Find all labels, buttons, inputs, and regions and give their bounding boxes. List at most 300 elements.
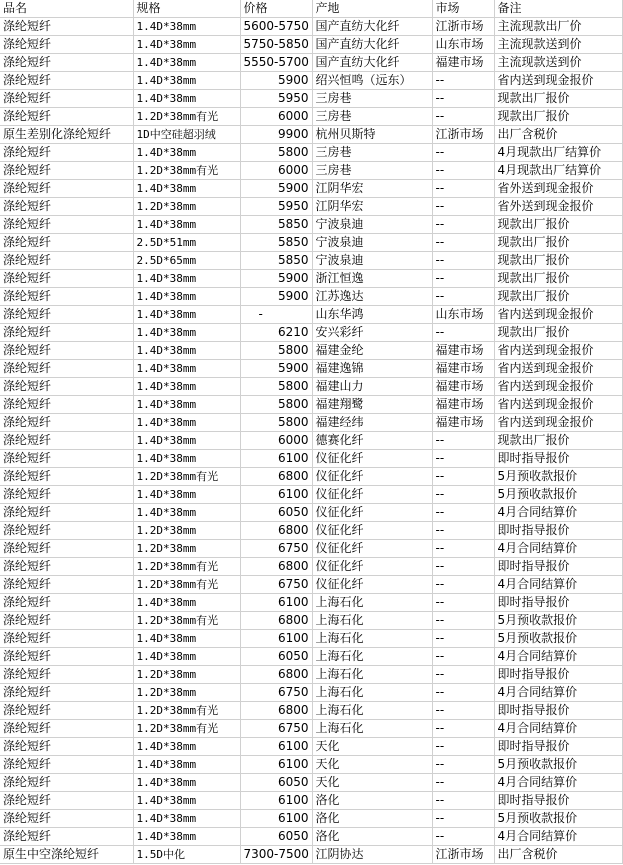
- spec-cell: 1.2D*38mm: [133, 666, 240, 684]
- price-cell: 6750: [240, 540, 312, 558]
- spec-cell: 2.5D*51mm: [133, 234, 240, 252]
- remark-cell: 主流现款送到价: [494, 36, 622, 54]
- remark-cell: 即时指导报价: [494, 522, 622, 540]
- price-cell: 5550-5700: [240, 54, 312, 72]
- price-cell: 5800: [240, 342, 312, 360]
- product-name-cell: 涤纶短纤: [0, 702, 133, 720]
- spec-cell: 1.4D*38mm: [133, 270, 240, 288]
- remark-cell: 即时指导报价: [494, 450, 622, 468]
- remark-cell: 出厂含税价: [494, 846, 622, 864]
- table-row: [0, 342, 622, 360]
- spec-cell: 1.2D*38mm有光: [133, 612, 240, 630]
- product-name-cell: 涤纶短纤: [0, 594, 133, 612]
- table-row: [0, 540, 622, 558]
- spec-cell: 1.4D*38mm: [133, 342, 240, 360]
- remark-cell: 即时指导报价: [494, 558, 622, 576]
- table-row: [0, 126, 622, 144]
- remark-cell: 5月预收款报价: [494, 630, 622, 648]
- remark-cell: 省内送到现金报价: [494, 306, 622, 324]
- remark-cell: 即时指导报价: [494, 702, 622, 720]
- market-cell: --: [432, 180, 494, 198]
- market-cell: --: [432, 810, 494, 828]
- product-name-cell: 涤纶短纤: [0, 162, 133, 180]
- remark-cell: 现款出厂报价: [494, 234, 622, 252]
- table-row: [0, 396, 622, 414]
- price-cell: 6100: [240, 810, 312, 828]
- remark-cell: 4月合同结算价: [494, 504, 622, 522]
- spec-cell: 1.4D*38mm: [133, 792, 240, 810]
- spec-cell: 1.4D*38mm: [133, 504, 240, 522]
- price-cell: 6750: [240, 576, 312, 594]
- market-cell: --: [432, 738, 494, 756]
- product-name-cell: 涤纶短纤: [0, 756, 133, 774]
- market-cell: 福建市场: [432, 54, 494, 72]
- product-name-cell: 涤纶短纤: [0, 666, 133, 684]
- origin-cell: 宁波泉迪: [312, 252, 432, 270]
- product-name-cell: 涤纶短纤: [0, 54, 133, 72]
- market-cell: --: [432, 594, 494, 612]
- spec-cell: 1.4D*38mm: [133, 54, 240, 72]
- price-cell: 6800: [240, 558, 312, 576]
- price-cell: 5900: [240, 72, 312, 90]
- origin-cell: 三房巷: [312, 144, 432, 162]
- table-row: [0, 648, 622, 666]
- market-cell: --: [432, 468, 494, 486]
- spec-cell: 1.2D*38mm有光: [133, 558, 240, 576]
- price-cell: 6750: [240, 720, 312, 738]
- table-row: [0, 468, 622, 486]
- product-name-cell: 涤纶短纤: [0, 738, 133, 756]
- remark-cell: 5月预收款报价: [494, 756, 622, 774]
- spec-cell: 1.4D*38mm: [133, 360, 240, 378]
- remark-cell: 出厂含税价: [494, 126, 622, 144]
- table-row: [0, 252, 622, 270]
- remark-cell: 省内送到现金报价: [494, 396, 622, 414]
- price-cell: 5900: [240, 288, 312, 306]
- product-name-cell: 涤纶短纤: [0, 630, 133, 648]
- table-row: [0, 810, 622, 828]
- remark-cell: 现款出厂报价: [494, 288, 622, 306]
- product-name-cell: 涤纶短纤: [0, 450, 133, 468]
- table-row: [0, 18, 622, 36]
- product-name-cell: 涤纶短纤: [0, 558, 133, 576]
- table-row: [0, 666, 622, 684]
- price-cell: 5750-5850: [240, 36, 312, 54]
- remark-cell: 4月现款出厂结算价: [494, 144, 622, 162]
- market-cell: --: [432, 684, 494, 702]
- price-cell: 5800: [240, 414, 312, 432]
- remark-cell: 即时指导报价: [494, 792, 622, 810]
- table-row: [0, 270, 622, 288]
- origin-cell: 洛化: [312, 810, 432, 828]
- spec-cell: 1.2D*38mm有光: [133, 576, 240, 594]
- spec-cell: 1.4D*38mm: [133, 36, 240, 54]
- remark-cell: 省内送到现金报价: [494, 360, 622, 378]
- table-row: [0, 504, 622, 522]
- origin-cell: 仪征化纤: [312, 504, 432, 522]
- price-cell: 5600-5750: [240, 18, 312, 36]
- price-cell: 5850: [240, 234, 312, 252]
- product-name-cell: 涤纶短纤: [0, 684, 133, 702]
- origin-cell: 上海石化: [312, 630, 432, 648]
- origin-cell: 仪征化纤: [312, 522, 432, 540]
- origin-cell: 三房巷: [312, 108, 432, 126]
- table-row: [0, 738, 622, 756]
- market-cell: --: [432, 612, 494, 630]
- market-cell: --: [432, 252, 494, 270]
- remark-cell: 4月合同结算价: [494, 720, 622, 738]
- price-cell: 6100: [240, 738, 312, 756]
- price-cell: 5800: [240, 396, 312, 414]
- remark-cell: 现款出厂报价: [494, 216, 622, 234]
- header-remark: 备注: [494, 0, 622, 18]
- market-cell: 山东市场: [432, 306, 494, 324]
- table-row: [0, 108, 622, 126]
- product-name-cell: 涤纶短纤: [0, 792, 133, 810]
- market-cell: --: [432, 144, 494, 162]
- product-name-cell: 涤纶短纤: [0, 18, 133, 36]
- product-name-cell: 涤纶短纤: [0, 540, 133, 558]
- market-cell: --: [432, 270, 494, 288]
- origin-cell: 福建翔鹭: [312, 396, 432, 414]
- product-name-cell: 涤纶短纤: [0, 342, 133, 360]
- product-name-cell: 涤纶短纤: [0, 810, 133, 828]
- market-cell: --: [432, 504, 494, 522]
- price-cell: 5900: [240, 270, 312, 288]
- origin-cell: 上海石化: [312, 666, 432, 684]
- product-name-cell: 原生差别化涤纶短纤: [0, 126, 133, 144]
- product-name-cell: 涤纶短纤: [0, 234, 133, 252]
- spec-cell: 1.4D*38mm: [133, 378, 240, 396]
- market-cell: --: [432, 648, 494, 666]
- remark-cell: 4月合同结算价: [494, 774, 622, 792]
- table-row: [0, 774, 622, 792]
- origin-cell: 上海石化: [312, 702, 432, 720]
- product-name-cell: 涤纶短纤: [0, 828, 133, 846]
- table-row: [0, 576, 622, 594]
- remark-cell: 4月合同结算价: [494, 828, 622, 846]
- price-cell: 9900: [240, 126, 312, 144]
- spec-cell: 1.2D*38mm有光: [133, 108, 240, 126]
- table-row: [0, 162, 622, 180]
- table-row: [0, 792, 622, 810]
- remark-cell: 4月现款出厂结算价: [494, 162, 622, 180]
- remark-cell: 即时指导报价: [494, 594, 622, 612]
- market-cell: --: [432, 450, 494, 468]
- table-row: [0, 720, 622, 738]
- market-cell: --: [432, 234, 494, 252]
- price-cell: 5850: [240, 216, 312, 234]
- remark-cell: 省外送到现金报价: [494, 198, 622, 216]
- origin-cell: 杭州贝斯特: [312, 126, 432, 144]
- market-cell: 福建市场: [432, 396, 494, 414]
- price-cell: 6800: [240, 666, 312, 684]
- product-name-cell: 涤纶短纤: [0, 522, 133, 540]
- market-cell: 福建市场: [432, 342, 494, 360]
- spec-cell: 1.4D*38mm: [133, 486, 240, 504]
- product-name-cell: 涤纶短纤: [0, 576, 133, 594]
- header-spec: 规格: [133, 0, 240, 18]
- origin-cell: 天化: [312, 774, 432, 792]
- price-cell: 5800: [240, 378, 312, 396]
- spec-cell: 1.4D*38mm: [133, 414, 240, 432]
- remark-cell: 5月预收款报价: [494, 486, 622, 504]
- table-row: [0, 522, 622, 540]
- table-row: [0, 630, 622, 648]
- spec-cell: 1.4D*38mm: [133, 180, 240, 198]
- origin-cell: 上海石化: [312, 684, 432, 702]
- price-cell: 6050: [240, 504, 312, 522]
- spec-cell: 1.4D*38mm: [133, 396, 240, 414]
- spec-cell: 1.4D*38mm: [133, 756, 240, 774]
- spec-cell: 1.4D*38mm: [133, 810, 240, 828]
- market-cell: 江浙市场: [432, 126, 494, 144]
- remark-cell: 省外送到现金报价: [494, 180, 622, 198]
- remark-cell: 4月合同结算价: [494, 576, 622, 594]
- price-cell: 5800: [240, 144, 312, 162]
- spec-cell: 1.4D*38mm: [133, 630, 240, 648]
- market-cell: --: [432, 774, 494, 792]
- price-cell: 6000: [240, 432, 312, 450]
- origin-cell: 福建金纶: [312, 342, 432, 360]
- spec-cell: 1.4D*38mm: [133, 738, 240, 756]
- origin-cell: 江阴华宏: [312, 180, 432, 198]
- table-row: [0, 846, 622, 864]
- price-cell: 6100: [240, 630, 312, 648]
- price-cell: 6000: [240, 162, 312, 180]
- product-name-cell: 涤纶短纤: [0, 36, 133, 54]
- remark-cell: 即时指导报价: [494, 666, 622, 684]
- remark-cell: 现款出厂报价: [494, 90, 622, 108]
- table-row: [0, 234, 622, 252]
- product-name-cell: 涤纶短纤: [0, 468, 133, 486]
- price-cell: 6750: [240, 684, 312, 702]
- table-row: [0, 702, 622, 720]
- table-row: [0, 324, 622, 342]
- spec-cell: 1.4D*38mm: [133, 324, 240, 342]
- origin-cell: 上海石化: [312, 648, 432, 666]
- market-cell: 江浙市场: [432, 18, 494, 36]
- price-cell: -: [240, 306, 312, 324]
- price-cell: 6050: [240, 774, 312, 792]
- price-cell: 6800: [240, 522, 312, 540]
- market-cell: --: [432, 666, 494, 684]
- price-cell: 6100: [240, 486, 312, 504]
- product-name-cell: 原生中空涤纶短纤: [0, 846, 133, 864]
- table-row: [0, 198, 622, 216]
- market-cell: --: [432, 720, 494, 738]
- remark-cell: 现款出厂报价: [494, 324, 622, 342]
- market-cell: --: [432, 216, 494, 234]
- table-row: [0, 684, 622, 702]
- product-name-cell: 涤纶短纤: [0, 648, 133, 666]
- origin-cell: 洛化: [312, 792, 432, 810]
- table-row: [0, 432, 622, 450]
- table-row: [0, 612, 622, 630]
- origin-cell: 浙江恒逸: [312, 270, 432, 288]
- price-cell: 6800: [240, 702, 312, 720]
- spec-cell: 1.2D*38mm有光: [133, 702, 240, 720]
- product-name-cell: 涤纶短纤: [0, 90, 133, 108]
- spec-cell: 1.4D*38mm: [133, 144, 240, 162]
- price-cell: 6800: [240, 468, 312, 486]
- table-row: [0, 450, 622, 468]
- table-row: [0, 36, 622, 54]
- spec-cell: 1.2D*38mm: [133, 522, 240, 540]
- market-cell: --: [432, 702, 494, 720]
- market-cell: 福建市场: [432, 360, 494, 378]
- market-cell: --: [432, 162, 494, 180]
- market-cell: --: [432, 792, 494, 810]
- table-row: [0, 72, 622, 90]
- origin-cell: 江苏逸达: [312, 288, 432, 306]
- origin-cell: 仪征化纤: [312, 486, 432, 504]
- spec-cell: 1.4D*38mm: [133, 306, 240, 324]
- product-name-cell: 涤纶短纤: [0, 378, 133, 396]
- table-row: [0, 288, 622, 306]
- product-name-cell: 涤纶短纤: [0, 306, 133, 324]
- table-row: [0, 828, 622, 846]
- remark-cell: 省内送到现金报价: [494, 342, 622, 360]
- table-row: [0, 180, 622, 198]
- market-cell: --: [432, 324, 494, 342]
- price-cell: 5850: [240, 252, 312, 270]
- spec-cell: 1.4D*38mm: [133, 648, 240, 666]
- remark-cell: 现款出厂报价: [494, 252, 622, 270]
- price-cell: 5900: [240, 360, 312, 378]
- market-cell: --: [432, 558, 494, 576]
- origin-cell: 仪征化纤: [312, 450, 432, 468]
- remark-cell: 省内送到现金报价: [494, 72, 622, 90]
- spec-cell: 1.4D*38mm: [133, 72, 240, 90]
- market-cell: 福建市场: [432, 414, 494, 432]
- price-cell: 6100: [240, 756, 312, 774]
- product-name-cell: 涤纶短纤: [0, 432, 133, 450]
- market-cell: --: [432, 108, 494, 126]
- origin-cell: 仪征化纤: [312, 576, 432, 594]
- product-name-cell: 涤纶短纤: [0, 324, 133, 342]
- header-origin: 产地: [312, 0, 432, 18]
- origin-cell: 三房巷: [312, 90, 432, 108]
- market-cell: --: [432, 72, 494, 90]
- spec-cell: 1.2D*38mm: [133, 540, 240, 558]
- spec-cell: 1.4D*38mm: [133, 18, 240, 36]
- table-row: [0, 54, 622, 72]
- price-cell: 6100: [240, 450, 312, 468]
- remark-cell: 4月合同结算价: [494, 540, 622, 558]
- remark-cell: 5月预收款报价: [494, 810, 622, 828]
- spec-cell: 1.5D中化: [133, 846, 240, 864]
- spec-cell: 1.2D*38mm有光: [133, 720, 240, 738]
- table-row: [0, 756, 622, 774]
- remark-cell: 5月预收款报价: [494, 612, 622, 630]
- origin-cell: 江阴协达: [312, 846, 432, 864]
- spec-cell: 1.4D*38mm: [133, 432, 240, 450]
- header-market: 市场: [432, 0, 494, 18]
- product-name-cell: 涤纶短纤: [0, 108, 133, 126]
- table-row: [0, 558, 622, 576]
- origin-cell: 国产直纺大化纤: [312, 36, 432, 54]
- product-name-cell: 涤纶短纤: [0, 360, 133, 378]
- table-row: [0, 306, 622, 324]
- market-cell: --: [432, 630, 494, 648]
- market-cell: --: [432, 576, 494, 594]
- price-cell: 6050: [240, 828, 312, 846]
- table-row: [0, 90, 622, 108]
- product-name-cell: 涤纶短纤: [0, 486, 133, 504]
- remark-cell: 现款出厂报价: [494, 270, 622, 288]
- spec-cell: 1.4D*38mm: [133, 90, 240, 108]
- remark-cell: 现款出厂报价: [494, 108, 622, 126]
- market-cell: --: [432, 756, 494, 774]
- market-cell: --: [432, 522, 494, 540]
- origin-cell: 仪征化纤: [312, 558, 432, 576]
- origin-cell: 洛化: [312, 828, 432, 846]
- remark-cell: 4月合同结算价: [494, 648, 622, 666]
- origin-cell: 宁波泉迪: [312, 234, 432, 252]
- remark-cell: 省内送到现金报价: [494, 414, 622, 432]
- origin-cell: 福建经纬: [312, 414, 432, 432]
- market-cell: --: [432, 828, 494, 846]
- header-row: [0, 0, 622, 18]
- origin-cell: 上海石化: [312, 594, 432, 612]
- product-name-cell: 涤纶短纤: [0, 396, 133, 414]
- origin-cell: 上海石化: [312, 612, 432, 630]
- origin-cell: 江阴华宏: [312, 198, 432, 216]
- spec-cell: 1.2D*38mm有光: [133, 162, 240, 180]
- remark-cell: 即时指导报价: [494, 738, 622, 756]
- product-name-cell: 涤纶短纤: [0, 774, 133, 792]
- remark-cell: 5月预收款报价: [494, 468, 622, 486]
- remark-cell: 4月合同结算价: [494, 684, 622, 702]
- origin-cell: 绍兴恒鸣（远东）: [312, 72, 432, 90]
- spec-cell: 1.4D*38mm: [133, 450, 240, 468]
- spec-cell: 1.2D*38mm: [133, 684, 240, 702]
- market-cell: 福建市场: [432, 378, 494, 396]
- table-row: [0, 378, 622, 396]
- price-cell: 6800: [240, 612, 312, 630]
- market-cell: --: [432, 486, 494, 504]
- origin-cell: 福建山力: [312, 378, 432, 396]
- market-cell: 江浙市场: [432, 846, 494, 864]
- product-name-cell: 涤纶短纤: [0, 72, 133, 90]
- header-product-name: 品名: [0, 0, 133, 18]
- origin-cell: 福建逸锦: [312, 360, 432, 378]
- spec-cell: 1.4D*38mm: [133, 594, 240, 612]
- table-row: [0, 594, 622, 612]
- spec-cell: 1.4D*38mm: [133, 828, 240, 846]
- origin-cell: 仪征化纤: [312, 540, 432, 558]
- product-name-cell: 涤纶短纤: [0, 144, 133, 162]
- product-name-cell: 涤纶短纤: [0, 252, 133, 270]
- origin-cell: 安兴彩纤: [312, 324, 432, 342]
- price-cell: 5950: [240, 90, 312, 108]
- market-cell: --: [432, 288, 494, 306]
- table-row: [0, 414, 622, 432]
- product-name-cell: 涤纶短纤: [0, 504, 133, 522]
- origin-cell: 国产直纺大化纤: [312, 54, 432, 72]
- price-cell: 6100: [240, 594, 312, 612]
- origin-cell: 上海石化: [312, 720, 432, 738]
- origin-cell: 三房巷: [312, 162, 432, 180]
- spec-cell: 1D中空硅超羽绒: [133, 126, 240, 144]
- product-name-cell: 涤纶短纤: [0, 180, 133, 198]
- remark-cell: 省内送到现金报价: [494, 378, 622, 396]
- origin-cell: 天化: [312, 738, 432, 756]
- product-name-cell: 涤纶短纤: [0, 414, 133, 432]
- table-row: [0, 216, 622, 234]
- market-cell: --: [432, 540, 494, 558]
